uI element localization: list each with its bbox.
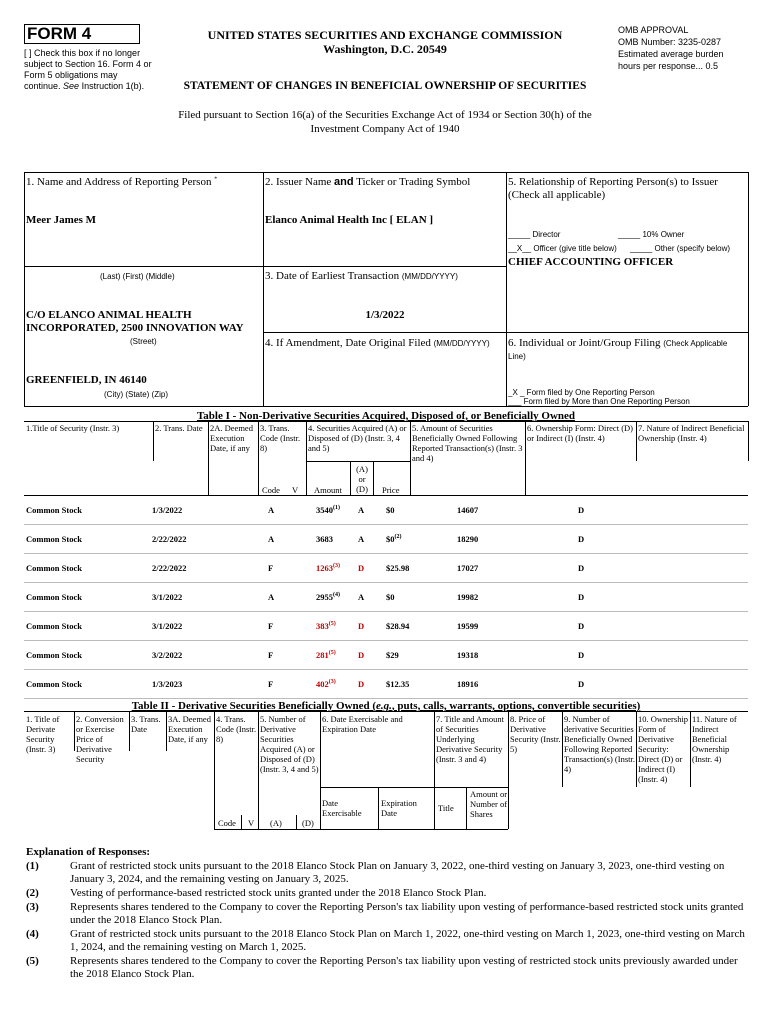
table1-header-securities: 4. Securities Acquired (A) or Disposed of (D) (Instr. 3, 4 and 5) — [308, 423, 407, 453]
transaction-price: $0$^{(2)}$ — [386, 534, 402, 544]
ownership-form: D — [578, 650, 585, 660]
footnote-number: (4) — [26, 928, 39, 940]
footnote-ref: (3) — [333, 563, 340, 570]
reporting-person-name: Meer James M — [26, 214, 97, 226]
transaction-code: F — [268, 621, 274, 631]
footnote-ref: (4) — [333, 592, 340, 599]
reporting-person-address: C/O ELANCO ANIMAL HEALTH INCORPORATED, 2500 INNOVATION WAY — [26, 309, 244, 334]
box1-label: 1. Name and Address of Reporting Person * — [26, 176, 218, 188]
transaction-price: $0 — [386, 505, 395, 515]
table-row — [24, 554, 748, 582]
acquired-disposed: D — [358, 621, 365, 631]
footnote-number: (5) — [26, 955, 39, 967]
filing-option-group: ___ Form filed by More than One Reporting Person — [508, 397, 690, 406]
security-title: Common Stock — [26, 621, 82, 631]
ownership-form: D — [578, 563, 585, 573]
table-row — [24, 496, 748, 524]
city-label: (City) (State) (Zip) — [104, 390, 168, 399]
form-title: FORM 4 — [24, 24, 140, 44]
table2-header-price: 8. Price of Derivative Security (Instr. 5) — [510, 714, 561, 754]
name-parts-label: (Last) (First) (Middle) — [100, 272, 175, 281]
earliest-transaction-date: 1/3/2022 — [365, 309, 405, 321]
transaction-code: F — [268, 563, 274, 573]
table2-sub-expiration: Expiration Date — [381, 798, 417, 818]
transaction-price: $28.94 — [386, 621, 410, 631]
security-title: Common Stock — [26, 592, 82, 602]
acquired-disposed: A — [358, 534, 365, 544]
reporting-person-city: GREENFIELD, IN 46140 — [26, 374, 147, 386]
table-row — [24, 583, 748, 611]
table-row — [24, 670, 748, 698]
amount-owned: 18290 — [457, 534, 479, 544]
transaction-date: 3/2/2022 — [152, 650, 183, 660]
box5-label: 5. Relationship of Reporting Person(s) to Issuer (Check all applicable) — [508, 176, 718, 201]
table-row — [24, 612, 748, 640]
security-title: Common Stock — [26, 534, 82, 544]
amount-owned: 19982 — [457, 592, 479, 602]
table1-sub-price: Price — [382, 485, 400, 495]
table2-sub-a: (A) — [270, 818, 282, 828]
filing-option-one: _X _ Form filed by One Reporting Person — [508, 388, 655, 397]
transaction-date: 3/1/2022 — [152, 592, 183, 602]
table-row — [24, 641, 748, 669]
transaction-price: $25.98 — [386, 563, 410, 573]
table2-header-nature: 11. Nature of Indirect Beneficial Ownership (Instr. 4) — [692, 714, 737, 764]
table1-header-code: 3. Trans. Code (Instr. 8) — [260, 423, 301, 453]
omb-approval: OMB APPROVAL OMB Number: 3235-0287 Estimated average burden hours per response... 0.5 — [618, 25, 724, 71]
relationship-director: _____ Director — [508, 230, 561, 239]
table-row — [24, 525, 748, 553]
transaction-amount: 3683 — [316, 534, 333, 544]
security-title: Common Stock — [26, 563, 82, 573]
checkbox-note: [ ] Check this box if no longer subject to Section 16. Form 4 or Form 5 obligations may continue. See Instruction 1(b). — [24, 48, 152, 91]
issuer-name: Elanco Animal Health Inc [ ELAN ] — [265, 214, 434, 226]
amount-owned: 19318 — [457, 650, 479, 660]
table1-sub-v: V — [292, 485, 299, 495]
footnote-number: (2) — [26, 887, 39, 899]
ownership-form: D — [578, 621, 585, 631]
relationship-other: _____ Other (specify below) — [630, 244, 731, 253]
table2-sub-title: Title — [438, 803, 454, 813]
ownership-form: D — [578, 679, 585, 689]
acquired-disposed: D — [358, 563, 365, 573]
footnote-number: (1) — [26, 860, 39, 872]
table2-title: Table II - Derivative Securities Beneficially Owned (e.g., puts, calls, warrants, options, convertible securities) — [131, 700, 641, 712]
table2-header-form: 10. Ownership Form of Derivative Security: Direct (D) or Indirect (I) (Instr. 4) — [638, 714, 689, 784]
footnote-text: Grant of restricted stock units pursuant to the 2018 Elanco Stock Plan on March 1, 2022, one-third vesting on March 1, 2023, one-third vesting on March 1, 2024, and the remaining vesting on March 1, 2025. — [70, 928, 745, 953]
security-title: Common Stock — [26, 650, 82, 660]
table2-sub-code: Code — [218, 818, 236, 828]
amount-owned: 19599 — [457, 621, 479, 631]
transaction-code: F — [268, 650, 274, 660]
security-title: Common Stock — [26, 505, 82, 515]
footnote-ref: (1) — [333, 505, 340, 512]
transaction-amount: 402$^{(3)}$ — [316, 679, 336, 689]
agency-location: Washington, D.C. 20549 — [323, 42, 447, 56]
table2-sub-d: (D) — [302, 818, 314, 828]
ownership-form: D — [578, 592, 585, 602]
transaction-code: A — [268, 534, 275, 544]
street-label: (Street) — [130, 337, 157, 346]
box2-label: 2. Issuer Name and Ticker or Trading Symbol — [265, 176, 471, 188]
transaction-date: 1/3/2022 — [152, 505, 183, 515]
ownership-form: D — [578, 505, 585, 515]
table2-header-date: 3. Trans. Date — [131, 714, 161, 734]
transaction-code: A — [268, 592, 275, 602]
footnote-text: Grant of restricted stock units pursuant to the 2018 Elanco Stock Plan on January 3, 2022, one-third vesting on January 3, 2023, one-third vesting on January 3, 2024, and the remaining vesting on January 3, 2025. — [70, 860, 725, 885]
row-divider — [24, 698, 748, 699]
relationship-ten-pct: _____ 10% Owner — [618, 230, 685, 239]
acquired-disposed: A — [358, 505, 365, 515]
transaction-price: $29 — [386, 650, 399, 660]
table1-title: Table I - Non-Derivative Securities Acquired, Disposed of, or Beneficially Owned — [196, 410, 576, 422]
transaction-code: F — [268, 679, 274, 689]
table2-sub-amount: Amount or Number of Shares — [470, 789, 508, 819]
table1-header-ownership-form: 6. Ownership Form: Direct (D) or Indirect (I) (Instr. 4) — [527, 423, 633, 443]
table2-header-code: 4. Trans. Code (Instr. 8) — [216, 714, 257, 744]
table2-header-conversion: 2. Conversion or Exercise Price of Derivative Security — [76, 714, 124, 764]
officer-title: CHIEF ACCOUNTING OFFICER — [508, 256, 674, 268]
table2-header-owned: 9. Number of derivative Securities Beneficially Owned Following Reported Transaction(s) (Instr. 4) — [564, 714, 635, 774]
box6-label: 6. Individual or Joint/Group Filing (Check Applicable Line) — [508, 337, 728, 361]
table1-header-nature: 7. Nature of Indirect Beneficial Ownership (Instr. 4) — [638, 423, 745, 443]
relationship-officer: __X__ Officer (give title below) — [508, 244, 617, 253]
table2-header-title: 1. Title of Derivate Security (Instr. 3) — [26, 714, 60, 754]
table1-header-title: 1.Title of Security (Instr. 3) — [26, 423, 120, 433]
table2-header-exercisable: 6. Date Exercisable and Expiration Date — [322, 714, 403, 734]
agency-block — [170, 28, 600, 56]
acquired-disposed: A — [358, 592, 365, 602]
footnote-text: Represents shares tendered to the Company to cover the Reporting Person's tax liability upon vesting of restricted stock units previously awarded under the 2018 Elanco Stock Plan. — [70, 955, 738, 980]
transaction-amount: 383$^{(5)}$ — [316, 621, 336, 631]
footnote-ref: (5) — [328, 650, 336, 657]
table1-header-date: 2. Trans. Date — [155, 423, 203, 433]
footnote-number: (3) — [26, 901, 39, 913]
transaction-date: 2/22/2022 — [152, 534, 187, 544]
amount-owned: 14607 — [457, 505, 479, 515]
security-title: Common Stock — [26, 679, 82, 689]
box3-label: 3. Date of Earliest Transaction (MM/DD/YYYY) — [265, 270, 458, 282]
footnote-ref: (3) — [328, 679, 336, 686]
table2-header-number: 5. Number of Derivative Securities Acquired (A) or Disposed of (D) (Instr. 3, 4 and 5) — [260, 714, 319, 774]
transaction-date: 2/22/2022 — [152, 563, 187, 573]
acquired-disposed: D — [358, 650, 365, 660]
transaction-date: 1/3/2023 — [152, 679, 183, 689]
table1-sub-code: Code — [262, 485, 280, 495]
table2-sub-v: V — [248, 818, 255, 828]
transaction-price: $0 — [386, 592, 395, 602]
ownership-form: D — [578, 534, 585, 544]
footnote-ref: (5) — [328, 621, 336, 628]
transaction-amount: 1263$^{(3)}$ — [316, 563, 340, 573]
explanation-heading: Explanation of Responses: — [26, 846, 151, 858]
table1-header-amount-owned: 5. Amount of Securities Beneficially Owned Following Reported Transaction(s) (Instr. 3 and 4) — [412, 423, 523, 463]
transaction-amount: 2955$^{(4)}$ — [316, 592, 340, 602]
table2-header-deemed: 3A. Deemed Execution Date, if any — [168, 714, 211, 744]
box4-label: 4. If Amendment, Date Original Filed (MM/DD/YYYY) — [265, 337, 490, 349]
amount-owned: 18916 — [457, 679, 479, 689]
filed-pursuant: Filed pursuant to Section 16(a) of the Securities Exchange Act of 1934 or Section 30(h) of the Investment Company Act of 1940 — [178, 109, 592, 135]
table2-sub-date-exercisable: Date Exercisable — [322, 798, 362, 818]
acquired-disposed: D — [358, 679, 365, 689]
table1-sub-amount: Amount — [314, 485, 342, 495]
transaction-amount: 3540$^{(1)}$ — [316, 505, 340, 515]
amount-owned: 17027 — [457, 563, 479, 573]
transaction-amount: 281$^{(5)}$ — [316, 650, 336, 660]
table1-header-deemed: 2A. Deemed Execution Date, if any — [210, 423, 253, 453]
transaction-date: 3/1/2022 — [152, 621, 183, 631]
agency-name: UNITED STATES SECURITIES AND EXCHANGE COMMISSION — [207, 28, 563, 42]
table1-sub-aord: (A) or (D) — [356, 464, 368, 494]
transaction-code: A — [268, 505, 275, 515]
transaction-price: $12.35 — [386, 679, 410, 689]
table2-header-underlying: 7. Title and Amount of Securities Underlying Derivative Security (Instr. 3 and 4) — [436, 714, 505, 764]
footnote-text: Vesting of performance-based restricted stock units granted under the 2018 Elanco Stock Plan. — [70, 887, 487, 899]
footnote-text: Represents shares tendered to the Company to cover the Reporting Person's tax liability upon vesting of performance-based restricted stock units granted under the 2018 Elanco Stock Plan. — [70, 901, 744, 926]
footnote-ref: (2) — [394, 534, 402, 541]
statement-title: STATEMENT OF CHANGES IN BENEFICIAL OWNERSHIP OF SECURITIES — [183, 80, 587, 92]
